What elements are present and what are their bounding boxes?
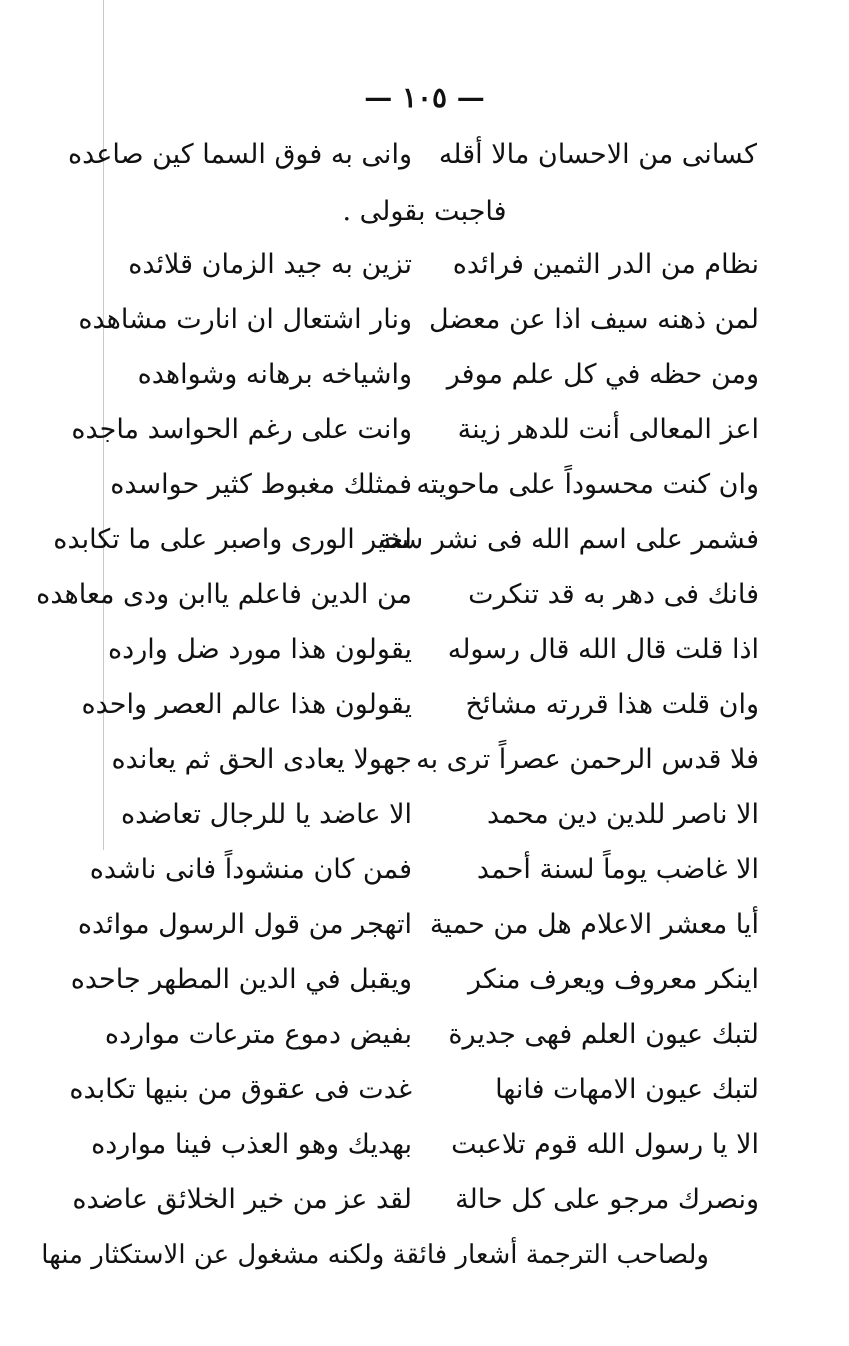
verse-second-hemistich: واشياخه برهانه وشواهده (137, 359, 412, 390)
verse-first-hemistich: الا ناصر للدين دين محمد (487, 799, 759, 830)
verse-first-hemistich: ومن حظه في كل علم موفر (446, 359, 759, 390)
verse-first-hemistich: اعز المعالى أنت للدهر زينة (457, 414, 759, 445)
verse-second-hemistich: فمثلك مغبوط كثير حواسده (110, 469, 412, 500)
verse-first-hemistich: فانك فى دهر به قد تنكرت (468, 579, 759, 610)
verse-second-hemistich: ونار اشتعال ان انارت مشاهده (78, 304, 412, 335)
verse-first-hemistich: فشمر على اسم الله فى نشر سنة (378, 524, 759, 555)
verse-second-hemistich: يقولون هذا مورد ضل وارده (108, 634, 412, 665)
verse-first-hemistich: ونصرك مرجو على كل حالة (455, 1184, 759, 1215)
verse-second-hemistich: جهولا يعادى الحق ثم يعانده (111, 744, 412, 775)
verse-first-hemistich: لمن ذهنه سيف اذا عن معضل (429, 304, 759, 335)
page-number: — ١٠٥ — (364, 81, 485, 114)
verse-first-hemistich: الا يا رسول الله قوم تلاعبت (451, 1129, 759, 1160)
verse-second-hemistich: بفيض دموع مترعات موارده (104, 1019, 412, 1050)
verse-second-hemistich: لخير الورى واصبر على ما تكابده (53, 524, 412, 555)
verse-second-hemistich: لقد عز من خير الخلائق عاضده (72, 1184, 412, 1215)
opening-verse-first-hemistich: كسانى من الاحسان مالا أقله (438, 139, 757, 170)
closing-prose: ولصاحب الترجمة أشعار فائقة ولكنه مشغول عن الاستكثار منها (41, 1240, 709, 1270)
reply-intro: فاجبت بقولى . (342, 196, 507, 227)
opening-verse-second-hemistich: وانى به فوق السما كين صاعده (67, 139, 412, 170)
verse-second-hemistich: وانت على رغم الحواسد ماجده (71, 414, 412, 445)
verse-second-hemistich: ويقبل في الدين المطهر جاحده (70, 964, 412, 995)
verse-first-hemistich: نظام من الدر الثمين فرائده (452, 249, 759, 280)
verse-first-hemistich: لتبك عيون الامهات فانها (495, 1074, 759, 1105)
verse-first-hemistich: لتبك عيون العلم فهى جديرة (448, 1019, 759, 1050)
verse-first-hemistich: فلا قدس الرحمن عصراً ترى به (416, 744, 759, 775)
verse-first-hemistich: أيا معشر الاعلام هل من حمية (429, 909, 759, 940)
verse-first-hemistich: وان كنت محسوداً على ماحويته (416, 469, 759, 500)
verse-second-hemistich: اتهجر من قول الرسول موائده (77, 909, 412, 940)
verse-second-hemistich: فمن كان منشوداً فانى ناشده (89, 854, 412, 885)
verse-first-hemistich: الا غاضب يوماً لسنة أحمد (476, 854, 759, 885)
verse-first-hemistich: اذا قلت قال الله قال رسوله (447, 634, 759, 665)
verse-second-hemistich: غدت فى عقوق من بنيها تكابده (69, 1074, 412, 1105)
verse-first-hemistich: وان قلت هذا قررته مشائخ (465, 689, 759, 720)
verse-second-hemistich: تزين به جيد الزمان قلائده (128, 249, 412, 280)
verse-second-hemistich: الا عاضد يا للرجال تعاضده (120, 799, 412, 830)
verse-first-hemistich: اينكر معروف ويعرف منكر (467, 964, 759, 995)
verse-second-hemistich: بهديك وهو العذب فينا موارده (91, 1129, 412, 1160)
verse-second-hemistich: يقولون هذا عالم العصر واحده (81, 689, 412, 720)
verse-second-hemistich: من الدين فاعلم ياابن ودى معاهده (36, 579, 412, 610)
